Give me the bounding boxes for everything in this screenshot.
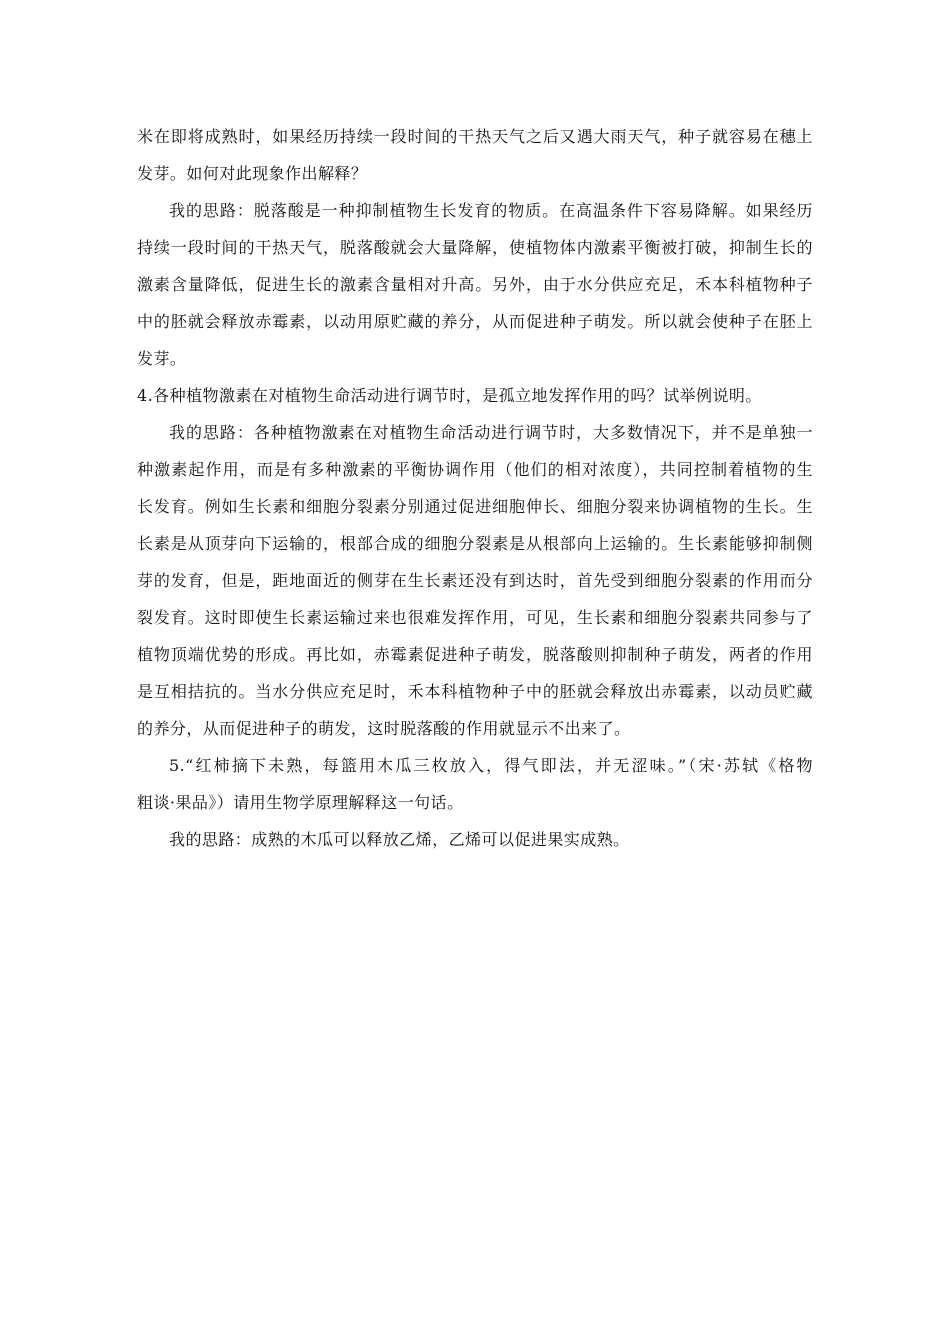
text-line: 芽的发育，但是，距地面近的侧芽在生长素还没有到达时，首先受到细胞分裂素的作用而分 xyxy=(137,571,813,590)
text-line: 5.“红柿摘下未熟，每篮用木瓜三枚放入，得气即法，并无涩味。”（宋·苏轼《格物 xyxy=(169,756,813,775)
text-line: 我的思路：各种植物激素在对植物生命活动进行调节时，大多数情况下，并不是单独一 xyxy=(169,423,813,442)
answer-3 xyxy=(137,192,813,377)
document-page xyxy=(137,118,813,858)
question-5 xyxy=(137,747,813,821)
text-line: 裂发育。这时即使生长素运输过来也很难发挥作用，可见，生长素和细胞分裂素共同参与了 xyxy=(137,608,813,627)
answer-4 xyxy=(137,414,813,747)
text-line: 的养分，从而促进种子的萌发，这时脱落酸的作用就显示不出来了。 xyxy=(137,719,631,738)
text-line: 我的思路：成熟的木瓜可以释放乙烯，乙烯可以促进果实成熟。 xyxy=(169,830,630,849)
text-line: 发芽。如何对此现象作出解释？ xyxy=(137,164,368,183)
text-line: 持续一段时间的干热天气，脱落酸就会大量降解，使植物体内激素平衡被打破，抑制生长的 xyxy=(137,238,813,257)
answer-5 xyxy=(137,821,813,858)
text-line: 米在即将成熟时，如果经历持续一段时间的干热天气之后又遇大雨天气，种子就容易在穗上 xyxy=(137,127,813,146)
text-line: 中的胚就会释放赤霉素，以动用原贮藏的养分，从而促进种子萌发。所以就会使种子在胚上 xyxy=(137,312,813,331)
question-3-continued xyxy=(137,118,813,192)
question-4 xyxy=(137,377,813,414)
text-line: 我的思路：脱落酸是一种抑制植物生长发育的物质。在高温条件下容易降解。如果经历 xyxy=(169,201,813,220)
text-line: 激素含量降低，促进生长的激素含量相对升高。另外，由于水分供应充足，禾本科植物种子 xyxy=(137,275,813,294)
text-line: 长发育。例如生长素和细胞分裂素分别通过促进细胞伸长、细胞分裂来协调植物的生长。生 xyxy=(137,497,813,516)
text-line: 种激素起作用，而是有多种激素的平衡协调作用（他们的相对浓度），共同控制着植物的生 xyxy=(137,460,813,479)
text-line: 粗谈·果品》）请用生物学原理解释这一句话。 xyxy=(137,793,464,812)
text-line: 4.各种植物激素在对植物生命活动进行调节时，是孤立地发挥作用的吗？试举例说明。 xyxy=(137,386,762,405)
text-line: 长素是从顶芽向下运输的，根部合成的细胞分裂素是从根部向上运输的。生长素能够抑制侧 xyxy=(137,534,813,553)
text-line: 是互相拮抗的。当水分供应充足时，禾本科植物种子中的胚就会释放出赤霉素，以动员贮藏 xyxy=(137,682,813,701)
text-line: 发芽。 xyxy=(137,349,187,368)
text-line: 植物顶端优势的形成。再比如，赤霉素促进种子萌发，脱落酸则抑制种子萌发，两者的作用 xyxy=(137,645,813,664)
